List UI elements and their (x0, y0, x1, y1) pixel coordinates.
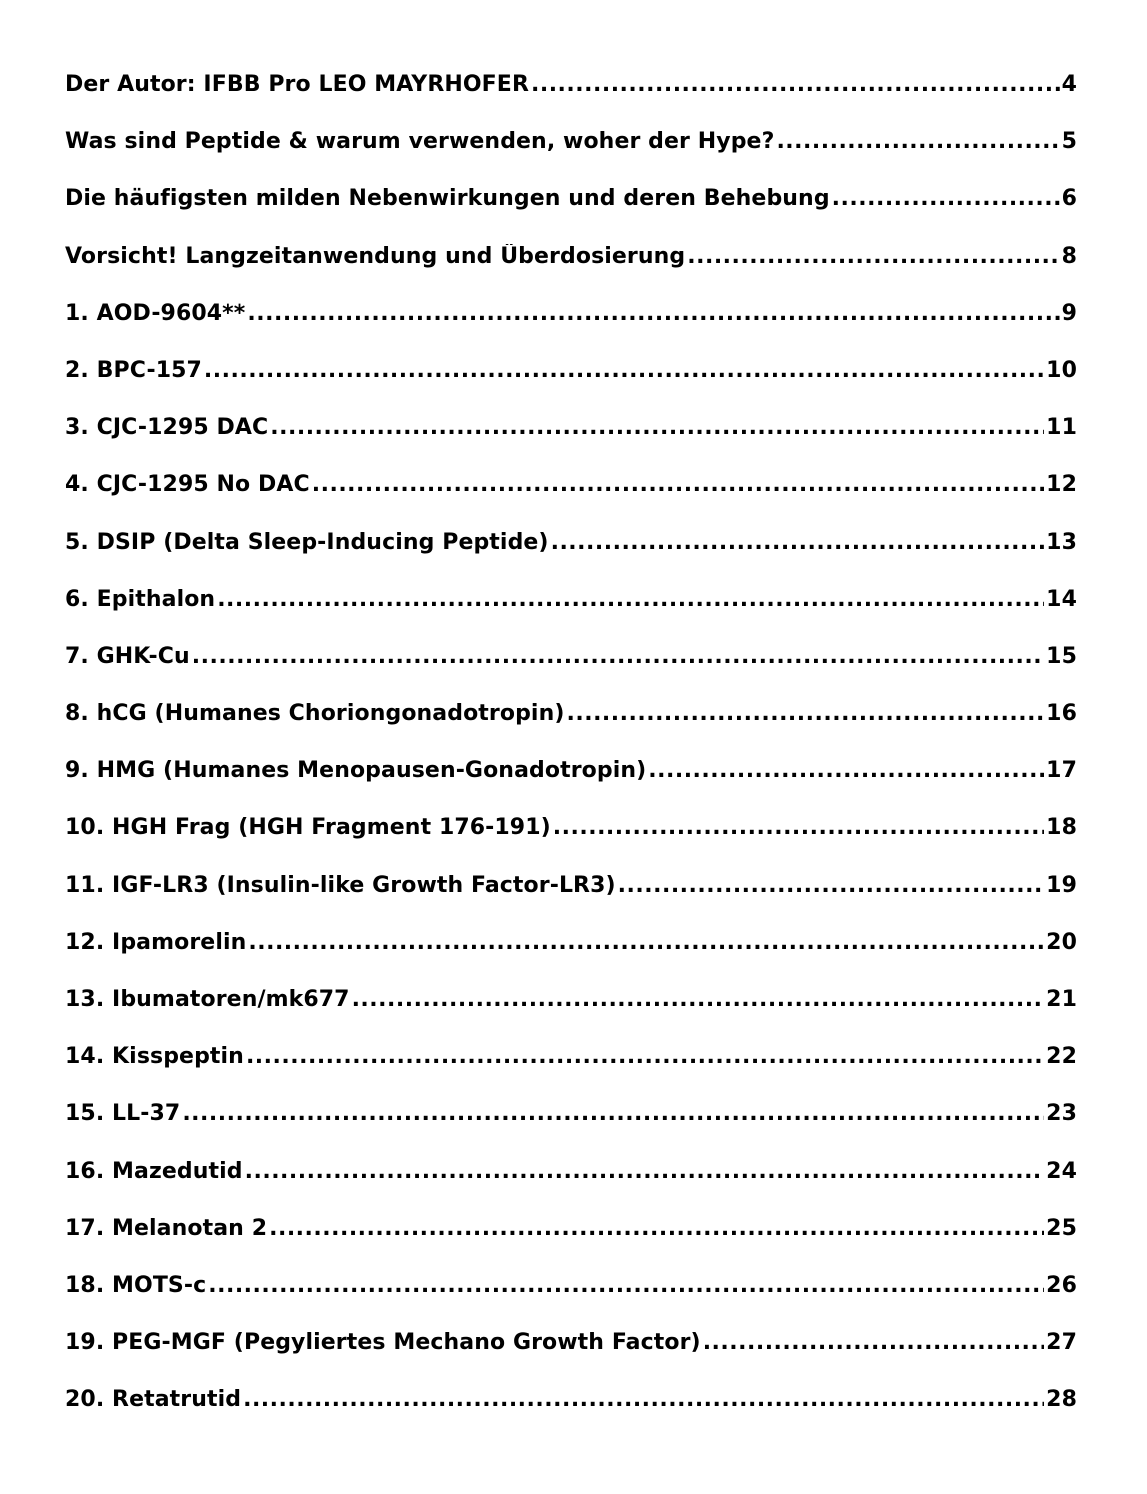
toc-entry-title: Was sind Peptide & warum verwenden, woher der Hype? (65, 129, 775, 155)
toc-entry-page: 6 (1061, 186, 1077, 212)
toc-dot-leader (270, 415, 1044, 440)
toc-dot-leader (648, 758, 1044, 783)
toc-entry-title: Vorsicht! Langzeitanwendung und Überdosierung (65, 243, 686, 269)
toc-entry[interactable] (65, 244, 1077, 301)
toc-dot-leader (567, 701, 1045, 726)
toc-entry-page: 9 (1061, 300, 1077, 326)
toc-entry[interactable] (65, 1159, 1077, 1216)
toc-dot-leader (217, 587, 1044, 612)
toc-entry-page: 4 (1061, 72, 1077, 97)
toc-entry-page: 14 (1046, 586, 1077, 612)
toc-entry[interactable] (65, 358, 1077, 415)
toc-dot-leader (208, 1273, 1044, 1298)
toc-entry-title: 8. hCG (Humanes Choriongonadotropin) (65, 701, 565, 727)
toc-entry-page: 21 (1046, 987, 1077, 1012)
toc-entry[interactable] (65, 472, 1077, 529)
toc-entry-title: 17. Melanotan 2 (65, 1215, 268, 1241)
toc-dot-leader (245, 1159, 1045, 1184)
toc-entry[interactable] (65, 1273, 1077, 1330)
toc-entry[interactable] (65, 1044, 1077, 1101)
toc-entry-page: 13 (1046, 529, 1077, 555)
toc-entry-page: 5 (1061, 129, 1077, 155)
toc-entry-title: 2. BPC-157 (65, 357, 202, 383)
toc-entry-page: 17 (1046, 758, 1077, 784)
toc-entry[interactable] (65, 530, 1077, 587)
toc-dot-leader (352, 987, 1045, 1012)
toc-entry-title: 3. CJC-1295 DAC (65, 415, 269, 441)
toc-entry[interactable] (65, 930, 1077, 987)
toc-entry-title: 16. Mazedutid (65, 1158, 243, 1184)
toc-entry[interactable] (65, 186, 1077, 243)
toc-entry-page: 20 (1046, 929, 1077, 955)
toc-entry-title: 9. HMG (Humanes Menopausen-Gonadotropin) (65, 758, 647, 784)
toc-entry[interactable] (65, 644, 1077, 701)
toc-dot-leader (312, 472, 1044, 497)
toc-dot-leader (703, 1330, 1044, 1355)
toc-entry-title: Der Autor: IFBB Pro LEO MAYRHOFER (65, 72, 529, 97)
toc-entry-page: 24 (1046, 1158, 1077, 1184)
toc-entry-page: 28 (1046, 1387, 1077, 1413)
toc-entry[interactable] (65, 1330, 1077, 1387)
toc-entry[interactable] (65, 701, 1077, 758)
toc-entry-page: 27 (1046, 1330, 1077, 1356)
toc-entry-page: 16 (1046, 701, 1077, 727)
toc-dot-leader (832, 186, 1060, 211)
toc-dot-leader (687, 244, 1059, 269)
toc-entry[interactable] (65, 129, 1077, 186)
toc-dot-leader (182, 1101, 1044, 1126)
toc-entry[interactable] (65, 301, 1077, 358)
toc-entry[interactable] (65, 1216, 1077, 1273)
toc-dot-leader (248, 930, 1044, 955)
table-of-contents (65, 72, 1077, 1445)
toc-dot-leader (192, 644, 1044, 669)
toc-entry-title: 13. Ibumatoren/mk677 (65, 987, 350, 1012)
toc-dot-leader (204, 358, 1044, 383)
toc-entry[interactable] (65, 72, 1077, 129)
toc-entry-title: 7. GHK-Cu (65, 643, 190, 669)
toc-entry-title: 5. DSIP (Delta Sleep-Inducing Peptide) (65, 529, 549, 555)
toc-entry[interactable] (65, 1387, 1077, 1444)
toc-entry[interactable] (65, 758, 1077, 815)
toc-dot-leader (531, 72, 1060, 97)
toc-dot-leader (551, 530, 1045, 555)
toc-entry[interactable] (65, 1101, 1077, 1158)
toc-entry-page: 25 (1046, 1215, 1077, 1241)
toc-entry-page: 23 (1046, 1101, 1077, 1127)
toc-dot-leader (246, 1044, 1044, 1069)
toc-entry-title: 1. AOD-9604** (65, 300, 246, 326)
toc-entry-title: 19. PEG-MGF (Pegyliertes Mechano Growth Factor) (65, 1330, 701, 1356)
toc-entry[interactable] (65, 587, 1077, 644)
toc-entry-page: 26 (1046, 1272, 1077, 1298)
toc-entry-page: 12 (1046, 472, 1077, 498)
toc-entry[interactable] (65, 987, 1077, 1044)
toc-entry-title: 20. Retatrutid (65, 1387, 242, 1413)
toc-dot-leader (243, 1387, 1044, 1412)
toc-dot-leader (269, 1216, 1044, 1241)
toc-entry-title: 4. CJC-1295 No DAC (65, 472, 310, 498)
toc-dot-leader (247, 301, 1059, 326)
toc-entry-title: 12. Ipamorelin (65, 929, 247, 955)
toc-entry-page: 11 (1046, 415, 1077, 441)
toc-entry-page: 19 (1046, 872, 1077, 898)
toc-entry-title: 11. IGF-LR3 (Insulin-like Growth Factor-LR3) (65, 872, 616, 898)
toc-entry[interactable] (65, 873, 1077, 930)
toc-entry-page: 22 (1046, 1044, 1077, 1070)
toc-entry[interactable] (65, 415, 1077, 472)
toc-entry-title: 18. MOTS-c (65, 1272, 207, 1298)
toc-entry-title: 10. HGH Frag (HGH Fragment 176-191) (65, 815, 551, 841)
toc-dot-leader (618, 873, 1045, 898)
toc-entry-page: 18 (1046, 815, 1077, 841)
toc-dot-leader (553, 815, 1044, 840)
toc-entry-title: Die häufigsten milden Nebenwirkungen und deren Behebung (65, 186, 830, 212)
toc-entry-page: 8 (1061, 243, 1077, 269)
toc-entry-page: 10 (1046, 357, 1077, 383)
toc-entry-title: 14. Kisspeptin (65, 1044, 244, 1070)
toc-entry-page: 15 (1046, 643, 1077, 669)
toc-entry[interactable] (65, 815, 1077, 872)
toc-entry-title: 6. Epithalon (65, 586, 216, 612)
toc-entry-title: 15. LL-37 (65, 1101, 181, 1127)
toc-dot-leader (776, 129, 1059, 154)
